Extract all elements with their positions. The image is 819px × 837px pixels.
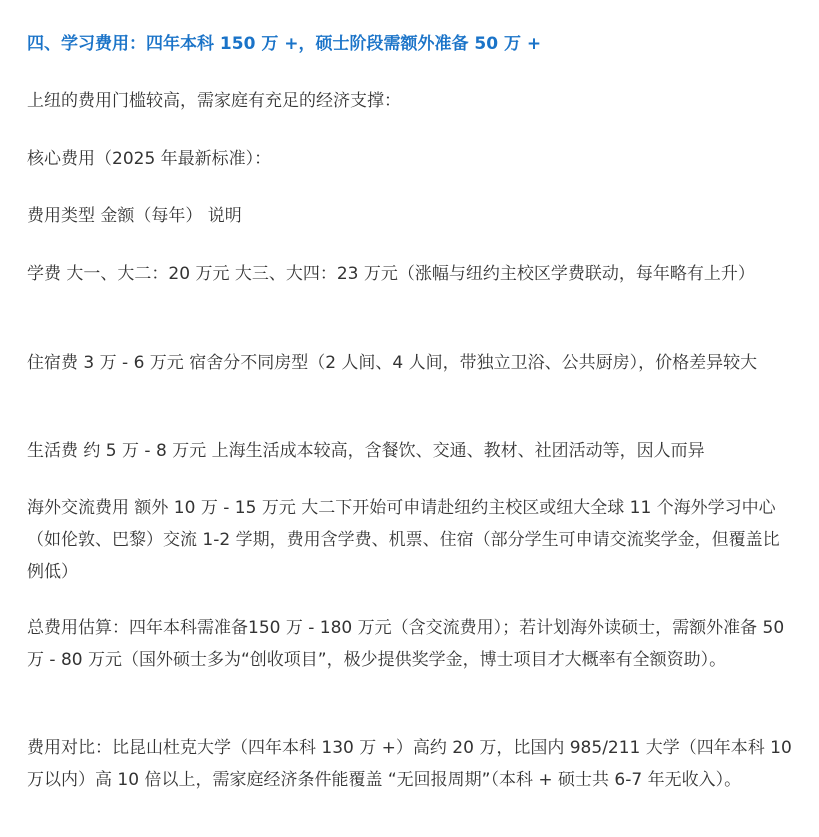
total-cost-estimate: 总费用估算：四年本科需准备150 万 - 180 万元（含交流费用）；若计划海外读硕士，需额外准备 50 万 - 80 万元（国外硕士多为“创收项目”，极少提供奖学金，博士项目才大概率有全额资助）。	[27, 618, 785, 670]
fee-row-tuition: 学费 大一、大二：20 万元 大三、大四：23 万元（涨幅与纽约主校区学费联动，每年略有上升）	[27, 264, 755, 284]
cost-comparison: 费用对比：比昆山杜克大学（四年本科 130 万 +）高约 20 万，比国内 985/211 大学（四年本科 10 万以内）高 10 倍以上，需家庭经济条件能覆盖 “无回报周期”（本科 + 硕士共 6-7 年无收入）。	[27, 738, 792, 790]
intro-paragraph: 上纽的费用门槛较高，需家庭有充足的经济支撑：	[27, 91, 401, 111]
section-heading: 四、学习费用：四年本科 150 万 +，硕士阶段需额外准备 50 万 +	[27, 34, 542, 54]
fee-table-header: 费用类型 金额（每年） 说明	[27, 206, 242, 226]
fee-row-living: 生活费 约 5 万 - 8 万元 上海生活成本较高，含餐饮、交通、教材、社团活动等，因人而异	[27, 441, 705, 461]
fee-row-housing: 住宿费 3 万 - 6 万元 宿舍分不同房型（2 人间、4 人间，带独立卫浴、公共厨房），价格差异较大	[27, 353, 758, 373]
core-fees-title: 核心费用（2025 年最新标准）：	[27, 149, 272, 169]
fee-row-exchange: 海外交流费用 额外 10 万 - 15 万元 大二下开始可申请赴纽约主校区或纽大全球 11 个海外学习中心（如伦敦、巴黎）交流 1-2 学期，费用含学费、机票、住宿（部分学生可申请交流奖学金，但覆盖比例低）	[27, 498, 780, 582]
